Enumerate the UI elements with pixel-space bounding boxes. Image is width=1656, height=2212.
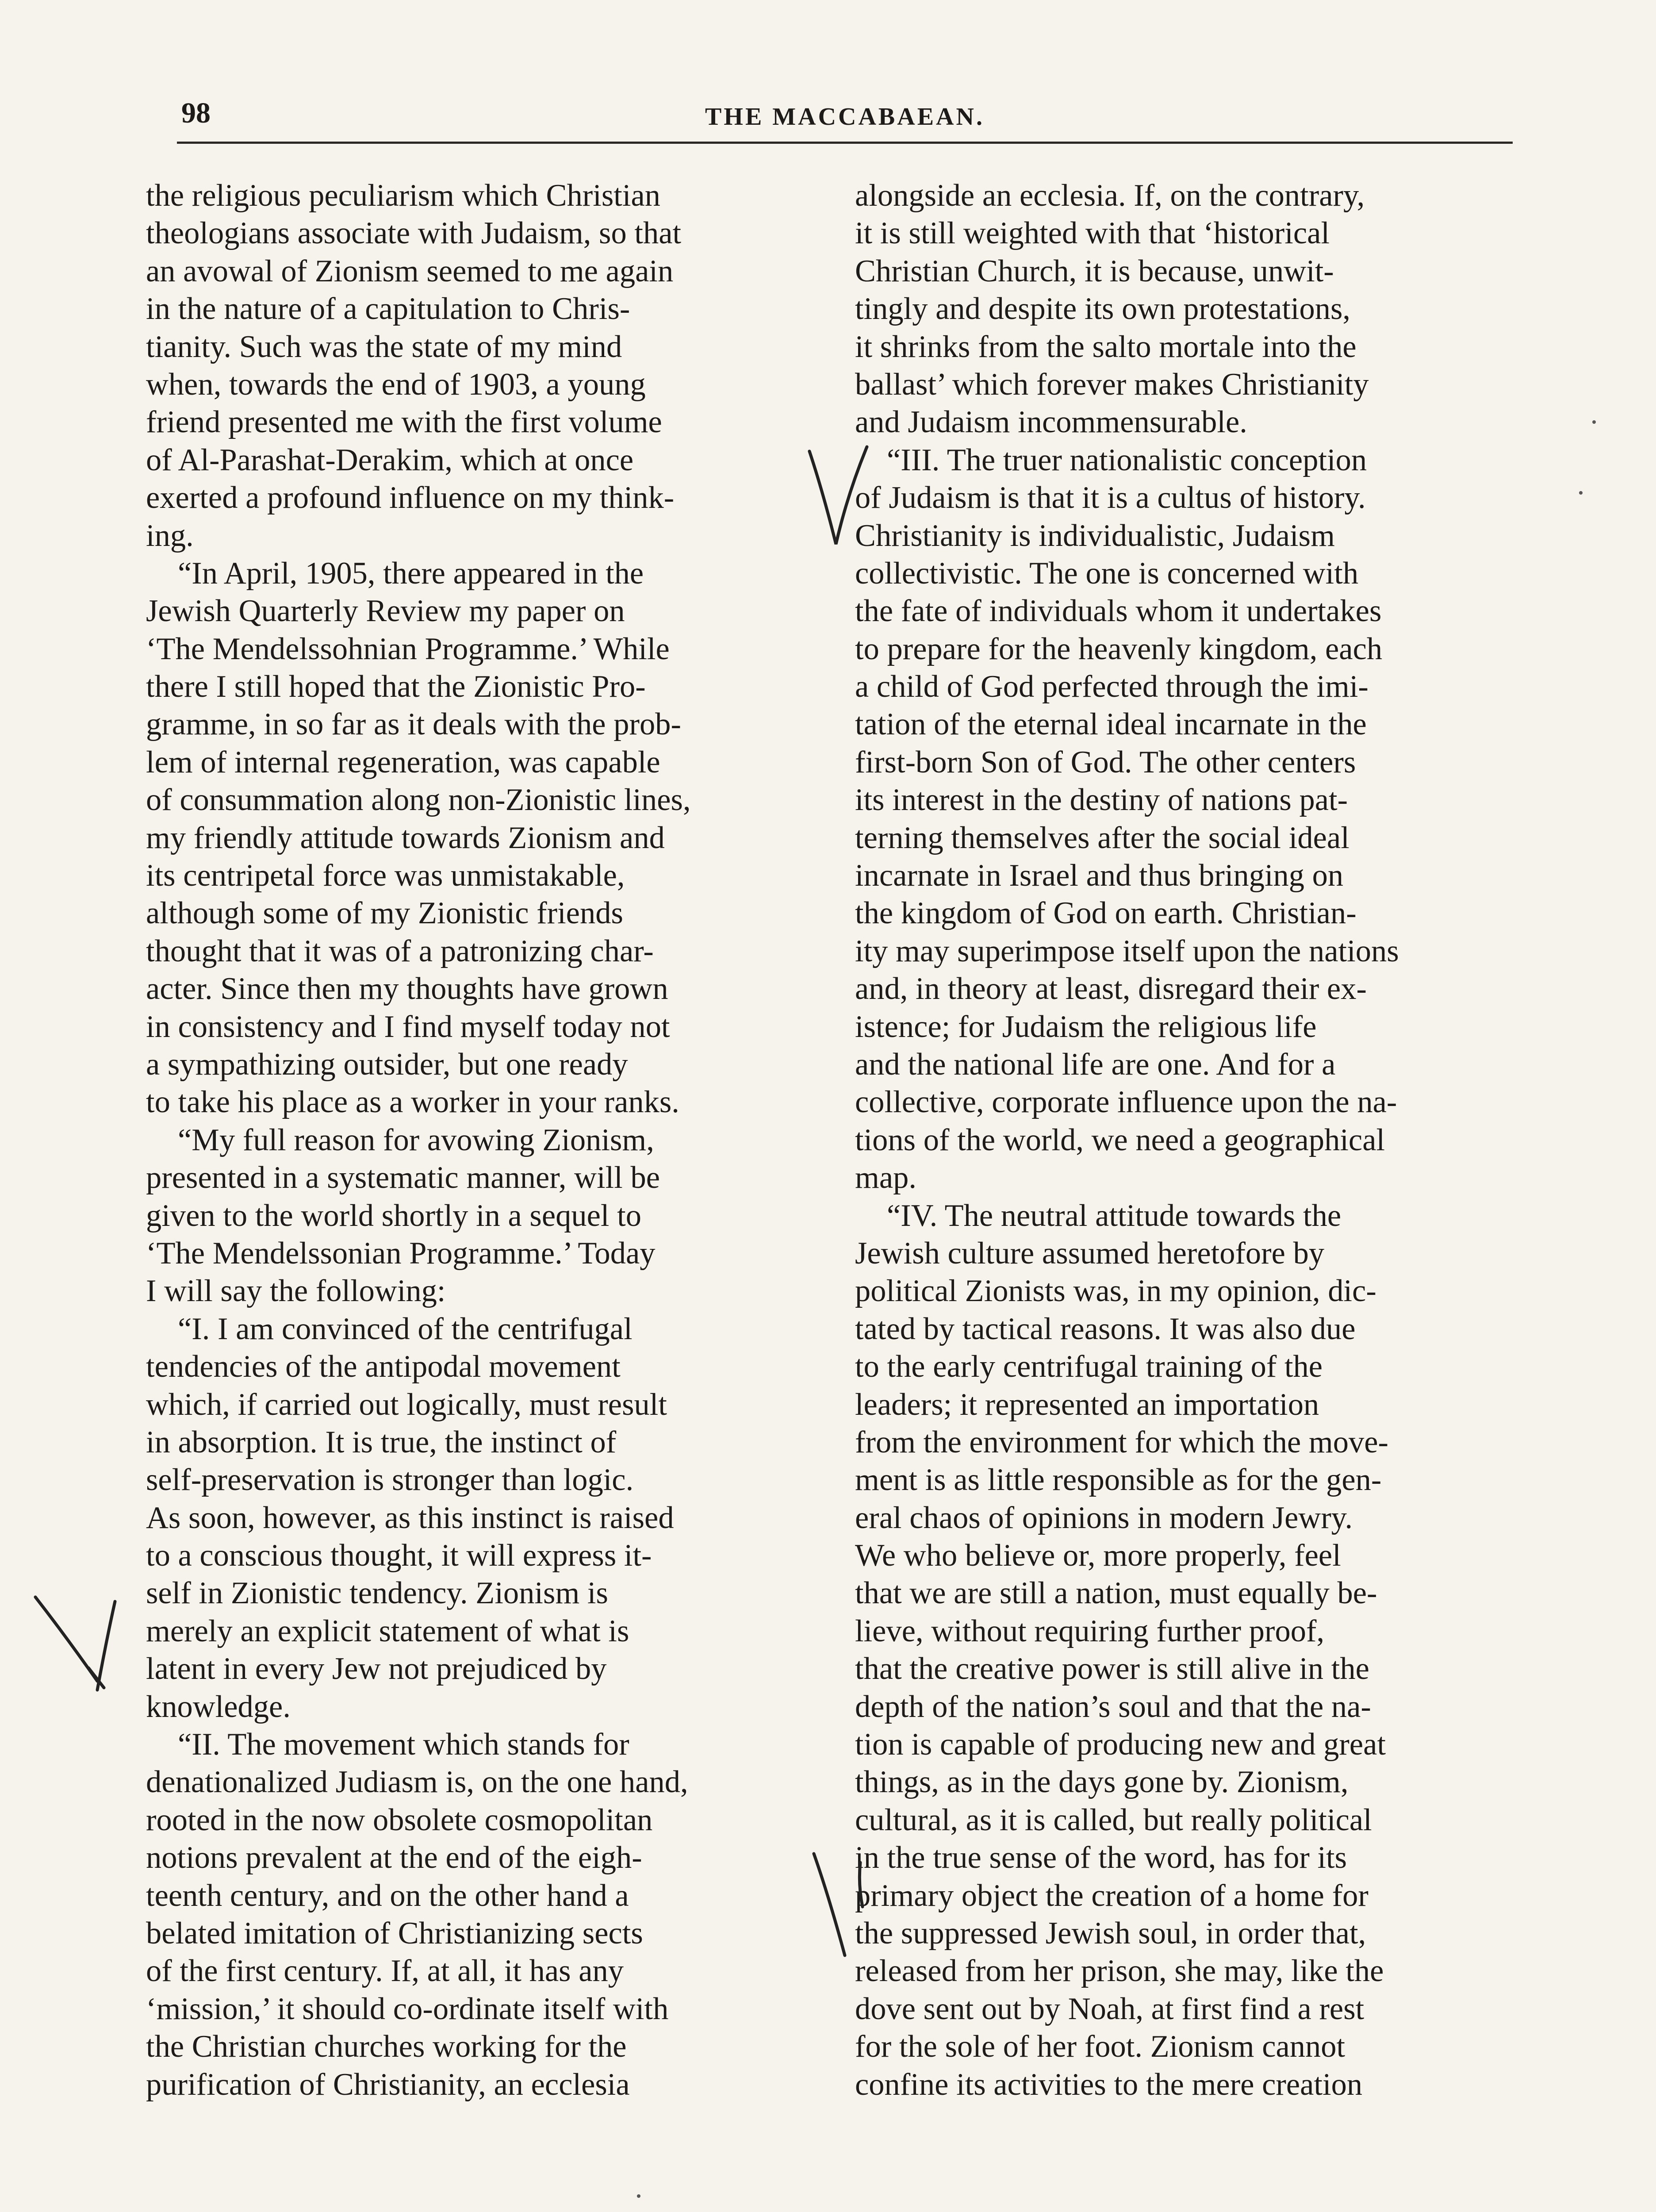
text-line: tingly and despite its own protestations, <box>855 292 1351 326</box>
text-line: ity may superimpose itself upon the nations <box>855 933 1399 968</box>
text-line: confine its activities to the mere creation <box>855 2067 1363 2102</box>
text-line: “I. I am convinced of the centrifugal <box>178 1311 632 1346</box>
text-line: collectivistic. The one is concerned with <box>855 556 1359 591</box>
text-line: alongside an ecclesia. If, on the contrary, <box>855 178 1365 213</box>
text-line: first-born Son of God. The other centers <box>855 745 1356 780</box>
text-line: when, towards the end of 1903, a young <box>146 367 646 402</box>
text-line: political Zionists was, in my opinion, dic- <box>855 1274 1376 1309</box>
text-line: self in Zionistic tendency. Zionism is <box>146 1576 608 1611</box>
text-line: ing. <box>146 518 194 553</box>
margin-check-mark-icon <box>809 1849 876 1964</box>
text-line: and, in theory at least, disregard their ex- <box>855 972 1367 1006</box>
text-line: its interest in the destiny of nations pat- <box>855 783 1348 818</box>
text-line: tion is capable of producing new and great <box>855 1727 1386 1762</box>
text-line: and Judaism incommensurable. <box>855 405 1247 440</box>
text-line: my friendly attitude towards Zionism and <box>146 820 665 855</box>
text-line: acter. Since then my thoughts have grown <box>146 972 668 1006</box>
text-line: of consummation along non-Zionistic lines, <box>146 783 691 818</box>
right-text-column <box>855 177 1514 2104</box>
text-line: incarnate in Israel and thus bringing on <box>855 858 1344 893</box>
text-line: the religious peculiarism which Christian <box>146 178 661 213</box>
text-line: to a conscious thought, it will express it- <box>146 1538 652 1573</box>
text-line: lieve, without requiring further proof, <box>855 1613 1325 1648</box>
text-line: released from her prison, she may, like the <box>855 1954 1384 1989</box>
text-line: Christianity is individualistic, Judaism <box>855 518 1335 553</box>
left-text-column <box>146 177 805 2104</box>
text-line: of Al-Parashat-Derakim, which at once <box>146 442 634 477</box>
margin-check-mark-icon <box>31 1593 124 1699</box>
text-line: depth of the nation’s soul and that the na- <box>855 1689 1371 1724</box>
text-line: self-preservation is stronger than logic. <box>146 1463 634 1498</box>
text-line: denationalized Judiasm is, on the one hand, <box>146 1765 688 1800</box>
text-line: istence; for Judaism the religious life <box>855 1009 1317 1044</box>
text-line: primary object the creation of a home for <box>855 1878 1368 1913</box>
text-line: things, as in the days gone by. Zionism, <box>855 1765 1349 1800</box>
text-line: I will say the following: <box>146 1274 446 1309</box>
text-line: its centripetal force was unmistakable, <box>146 858 625 893</box>
text-line: there I still hoped that the Zionistic Pro- <box>146 669 646 704</box>
text-line: map. <box>855 1160 917 1195</box>
text-line: Christian Church, it is because, unwit- <box>855 253 1334 288</box>
text-line: terning themselves after the social ideal <box>855 820 1349 855</box>
text-line: it is still weighted with that ‘historical <box>855 216 1330 251</box>
text-line: friend presented me with the first volume <box>146 405 662 440</box>
text-line: theologians associate with Judaism, so that <box>146 216 682 251</box>
text-line: in the true sense of the word, has for its <box>855 1840 1347 1875</box>
text-line: the kingdom of God on earth. Christian- <box>855 896 1357 931</box>
text-line: a sympathizing outsider, but one ready <box>146 1047 628 1082</box>
text-line: eral chaos of opinions in modern Jewry. <box>855 1500 1353 1535</box>
text-line: “My full reason for avowing Zionism, <box>178 1122 654 1157</box>
text-line: dove sent out by Noah, at first find a rest <box>855 1991 1365 2026</box>
text-line: ‘mission,’ it should co-ordinate itself with <box>146 1991 669 2026</box>
text-line: merely an explicit statement of what is <box>146 1613 629 1648</box>
text-line: We who believe or, more properly, feel <box>855 1538 1341 1573</box>
text-line: “III. The truer nationalistic conception <box>887 442 1367 477</box>
page-header <box>177 93 1513 144</box>
text-line: from the environment for which the move- <box>855 1425 1388 1459</box>
text-line: to the early centrifugal training of the <box>855 1349 1323 1384</box>
text-line: collective, corporate influence upon the na- <box>855 1085 1397 1120</box>
text-line: thought that it was of a patronizing char- <box>146 933 654 968</box>
stray-mark <box>1592 420 1596 424</box>
text-line: in consistency and I find myself today not <box>146 1009 670 1044</box>
stray-mark <box>637 2194 640 2198</box>
text-line: although some of my Zionistic friends <box>146 896 623 931</box>
text-line: an avowal of Zionism seemed to me again <box>146 253 674 288</box>
text-line: in absorption. It is true, the instinct of <box>146 1425 617 1459</box>
text-line: to prepare for the heavenly kingdom, each <box>855 631 1383 666</box>
text-line: for the sole of her foot. Zionism cannot <box>855 2029 1346 2064</box>
text-line: ment is as little responsible as for the gen- <box>855 1463 1382 1498</box>
text-line: and the national life are one. And for a <box>855 1047 1336 1082</box>
text-line: the suppressed Jewish soul, in order that, <box>855 1916 1366 1951</box>
text-line: the Christian churches working for the <box>146 2029 627 2064</box>
text-line: to take his place as a worker in your ranks. <box>146 1085 679 1120</box>
page-number: 98 <box>181 97 211 129</box>
text-line: ‘The Mendelssohnian Programme.’ While <box>146 631 670 666</box>
text-line: rooted in the now obsolete cosmopolitan <box>146 1802 653 1837</box>
text-line: ballast’ which forever makes Christianity <box>855 367 1369 402</box>
text-line: that we are still a nation, must equally be- <box>855 1576 1377 1611</box>
text-line: “II. The movement which stands for <box>178 1727 629 1762</box>
text-line: exerted a profound influence on my think- <box>146 480 675 515</box>
text-line: given to the world shortly in a sequel to <box>146 1198 641 1233</box>
text-line: notions prevalent at the end of the eigh- <box>146 1840 642 1875</box>
text-line: “In April, 1905, there appeared in the <box>178 556 644 591</box>
text-line: latent in every Jew not prejudiced by <box>146 1651 607 1686</box>
running-title: THE MACCABAEAN. <box>705 103 985 131</box>
text-line: which, if carried out logically, must result <box>146 1387 667 1422</box>
stray-mark <box>1579 491 1583 495</box>
text-line: a child of God perfected through the imi- <box>855 669 1368 704</box>
text-line: of Judaism is that it is a cultus of history. <box>855 480 1366 515</box>
text-line: teenth century, and on the other hand a <box>146 1878 629 1913</box>
text-line: tendencies of the antipodal movement <box>146 1349 621 1384</box>
text-line: lem of internal regeneration, was capable <box>146 745 660 780</box>
text-line: that the creative power is still alive in the <box>855 1651 1369 1686</box>
text-line: purification of Christianity, an ecclesia <box>146 2067 630 2102</box>
text-line: “IV. The neutral attitude towards the <box>887 1198 1342 1233</box>
text-line: Jewish culture assumed heretofore by <box>855 1236 1325 1271</box>
text-line: presented in a systematic manner, will be <box>146 1160 660 1195</box>
text-line: tions of the world, we need a geographical <box>855 1122 1385 1157</box>
text-line: leaders; it represented an importation <box>855 1387 1319 1422</box>
text-line: cultural, as it is called, but really political <box>855 1802 1372 1837</box>
text-line: knowledge. <box>146 1689 291 1724</box>
margin-check-mark-icon <box>805 442 871 557</box>
text-line: tianity. Such was the state of my mind <box>146 329 622 364</box>
text-line: the fate of individuals whom it undertakes <box>855 594 1382 629</box>
text-line: belated imitation of Christianizing sects <box>146 1916 643 1951</box>
text-line: of the first century. If, at all, it has any <box>146 1954 624 1989</box>
text-line: in the nature of a capitulation to Chris- <box>146 292 630 326</box>
text-line: Jewish Quarterly Review my paper on <box>146 594 625 629</box>
text-line: As soon, however, as this instinct is raised <box>146 1500 674 1535</box>
text-line: tated by tactical reasons. It was also due <box>855 1311 1356 1346</box>
text-line: ‘The Mendelssonian Programme.’ Today <box>146 1236 656 1271</box>
text-line: tation of the eternal ideal incarnate in the <box>855 707 1367 742</box>
text-line: it shrinks from the salto mortale into the <box>855 329 1357 364</box>
text-line: gramme, in so far as it deals with the prob- <box>146 707 681 742</box>
